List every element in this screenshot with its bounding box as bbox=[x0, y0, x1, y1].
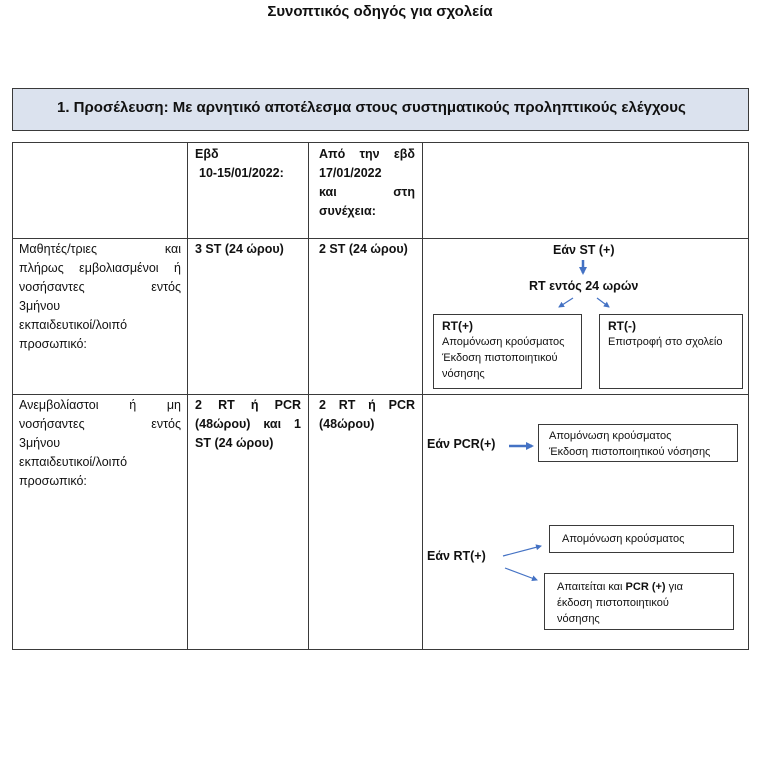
rt-pcr-required-line: έκδοση πιστοποιητικού bbox=[557, 597, 669, 609]
rt-negative-line: Επιστροφή στο σχολείο bbox=[608, 336, 723, 348]
flow-arrows bbox=[13, 143, 750, 651]
row1-week1-value: 3 ST (24 ώρου) bbox=[195, 242, 284, 256]
row2-week2-value: 2 RT ή PCR (48ώρου) bbox=[319, 398, 415, 431]
rt-pcr-required-line: νόσησης bbox=[557, 613, 600, 625]
row1-week2-value: 2 ST (24 ώρου) bbox=[319, 242, 408, 256]
rt-positive-line: Έκδοση πιστοποιητικού bbox=[442, 352, 558, 364]
header-week-2: Από την εβδ 17/01/2022 και στη συνέχεια: bbox=[319, 147, 415, 218]
flow-if-rt-positive: Εάν RT(+) bbox=[427, 549, 486, 563]
document-title: Συνοπτικός οδηγός για σχολεία bbox=[267, 3, 493, 20]
flow-if-pcr-positive: Εάν PCR(+) bbox=[427, 437, 496, 451]
row1-label: Μαθητές/τριες και πλήρως εμβολιασμένοι ή νοσήσαντες εντός 3μήνου εκπαιδευτικοί/λοιπό προσωπικό: bbox=[19, 242, 181, 351]
arrow-rt-to-pcr-required bbox=[505, 568, 537, 580]
flow-rt-within-24h: RT εντός 24 ωρών bbox=[529, 279, 639, 293]
arrow-rt-to-isolation bbox=[503, 546, 541, 556]
header-week-1: Εβδ 10-15/01/2022: bbox=[195, 147, 284, 180]
pcr-box-line: Απομόνωση κρούσματος bbox=[549, 430, 672, 442]
rt-negative-title: RT(-) bbox=[608, 319, 636, 333]
rt-isolation-line: Απομόνωση κρούσματος bbox=[562, 533, 685, 545]
rt-positive-line: νόσησης bbox=[442, 368, 485, 380]
guide-table bbox=[12, 142, 749, 650]
pcr-box-line: Έκδοση πιστοποιητικού νόσησης bbox=[549, 446, 711, 458]
rt-positive-line: Απομόνωση κρούσματος bbox=[442, 336, 565, 348]
section-heading: 1. Προσέλευση: Με αρνητικό αποτέλεσμα στους συστηματικούς προληπτικούς ελέγχους bbox=[57, 99, 686, 116]
rt-positive-title: RT(+) bbox=[442, 319, 473, 333]
arrow-to-rt-negative bbox=[597, 298, 609, 307]
flow-if-st-positive: Εάν ST (+) bbox=[553, 243, 615, 257]
section-heading-box bbox=[12, 88, 749, 131]
row2-label: Ανεμβολίαστοι ή μη νοσήσαντες εντός 3μήνου εκπαιδευτικοί/λοιπό προσωπικό: bbox=[19, 398, 181, 488]
row2-week1-value: 2 RT ή PCR (48ώρου) και 1 ST (24 ώρου) bbox=[195, 398, 301, 450]
rt-pcr-required-line: Απαιτείται και PCR (+) για bbox=[557, 581, 683, 593]
arrow-to-rt-positive bbox=[559, 298, 573, 307]
